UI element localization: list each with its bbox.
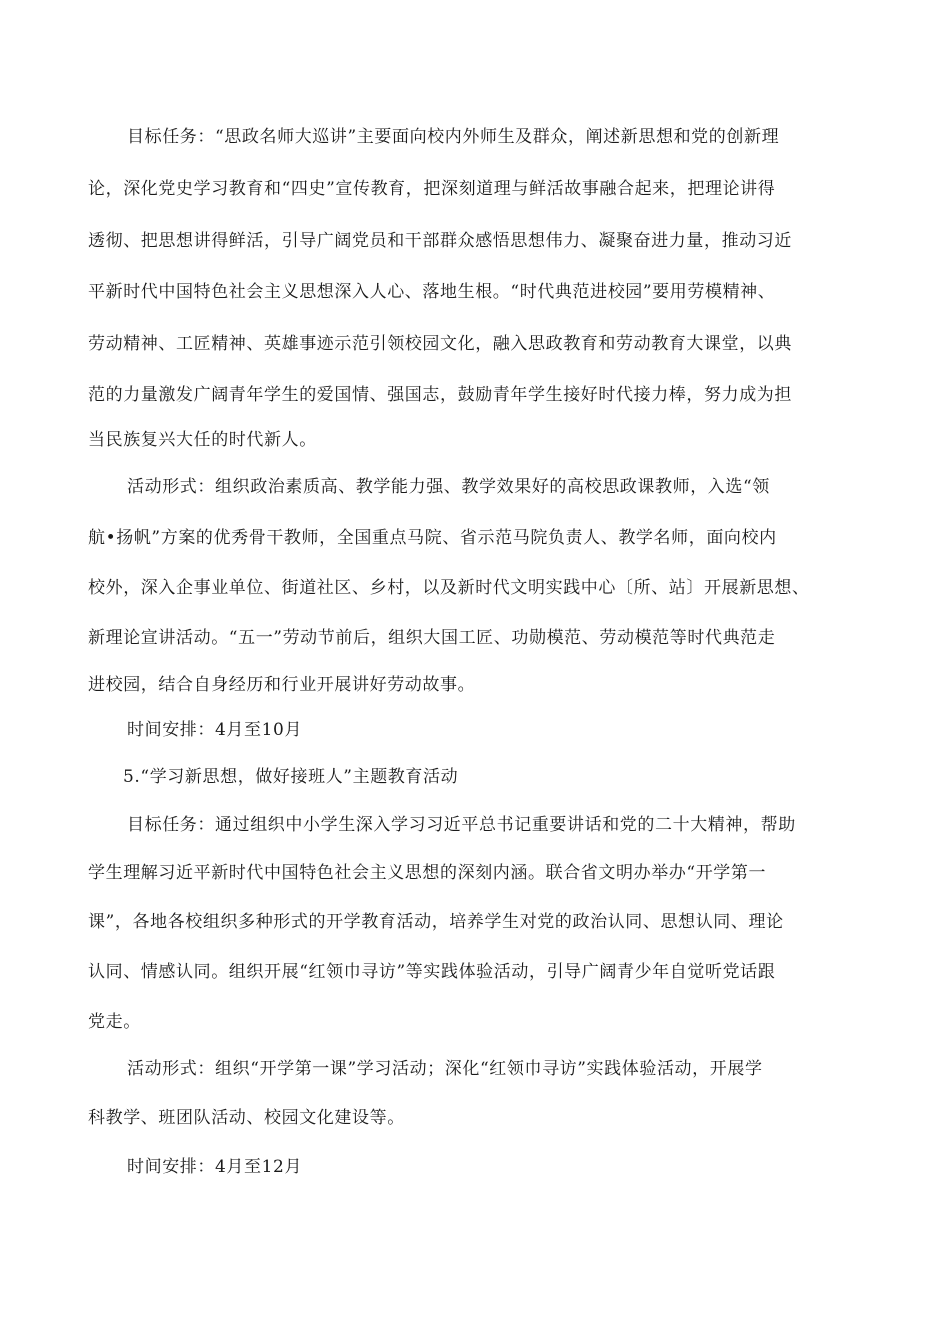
text-line: 航•扬帆”方案的优秀骨干教师，全国重点马院、省示范马院负责人、教学名师，面向校内 [88, 528, 777, 548]
text-line: 进校园，结合自身经历和行业开展讲好劳动故事。 [88, 675, 476, 695]
text-line: 时间安排：4月至10月 [127, 720, 303, 740]
text-line: 活动形式：组织“开学第一课”学习活动；深化“红领巾寻访”实践体验活动，开展学 [127, 1059, 763, 1079]
section-heading: 5.“学习新思想，做好接班人”主题教育活动 [123, 767, 459, 787]
text-line: 当民族复兴大任的时代新人。 [88, 430, 317, 450]
text-line: 活动形式：组织政治素质高、教学能力强、教学效果好的高校思政课教师，入选“领 [127, 477, 770, 497]
text-line: 认同、情感认同。组织开展“红领巾寻访”等实践体验活动，引导广阔青少年自觉听党话跟 [88, 962, 776, 982]
text-line: 平新时代中国特色社会主义思想深入人心、落地生根。“时代典范进校园”要用劳模精神、 [88, 282, 776, 302]
text-line: 目标任务：“思政名师大巡讲”主要面向校内外师生及群众，阐述新思想和党的创新理 [127, 127, 780, 147]
text-line: 劳动精神、工匠精神、英雄事迹示范引领校园文化，融入思政教育和劳动教育大课堂，以典 [88, 334, 792, 354]
text-line: 学生理解习近平新时代中国特色社会主义思想的深刻内涵。联合省文明办举办“开学第一 [88, 863, 767, 883]
text-line: 目标任务：通过组织中小学生深入学习习近平总书记重要讲话和党的二十大精神，帮助 [127, 815, 796, 835]
text-line: 校外，深入企事业单位、街道社区、乡村，以及新时代文明实践中心〔所、站〕开展新思想、 [88, 578, 810, 598]
text-line: 范的力量激发广阔青年学生的爱国情、强国志，鼓励青年学生接好时代接力棒，努力成为担 [88, 385, 792, 405]
text-line: 新理论宣讲活动。“五一”劳动节前后，组织大国工匠、功勋模范、劳动模范等时代典范走 [88, 628, 776, 648]
text-line: 时间安排：4月至12月 [127, 1157, 303, 1177]
text-line: 党走。 [88, 1012, 141, 1032]
text-line: 论，深化党史学习教育和“四史”宣传教育，把深刻道理与鲜活故事融合起来，把理论讲得 [88, 179, 776, 199]
text-line: 透彻、把思想讲得鲜活，引导广阔党员和干部群众感悟思想伟力、凝聚奋进力量，推动习近 [88, 231, 792, 251]
text-line: 科教学、班团队活动、校园文化建设等。 [88, 1108, 405, 1128]
text-line: 课”，各地各校组织多种形式的开学教育活动，培养学生对党的政治认同、思想认同、理论 [88, 912, 784, 932]
